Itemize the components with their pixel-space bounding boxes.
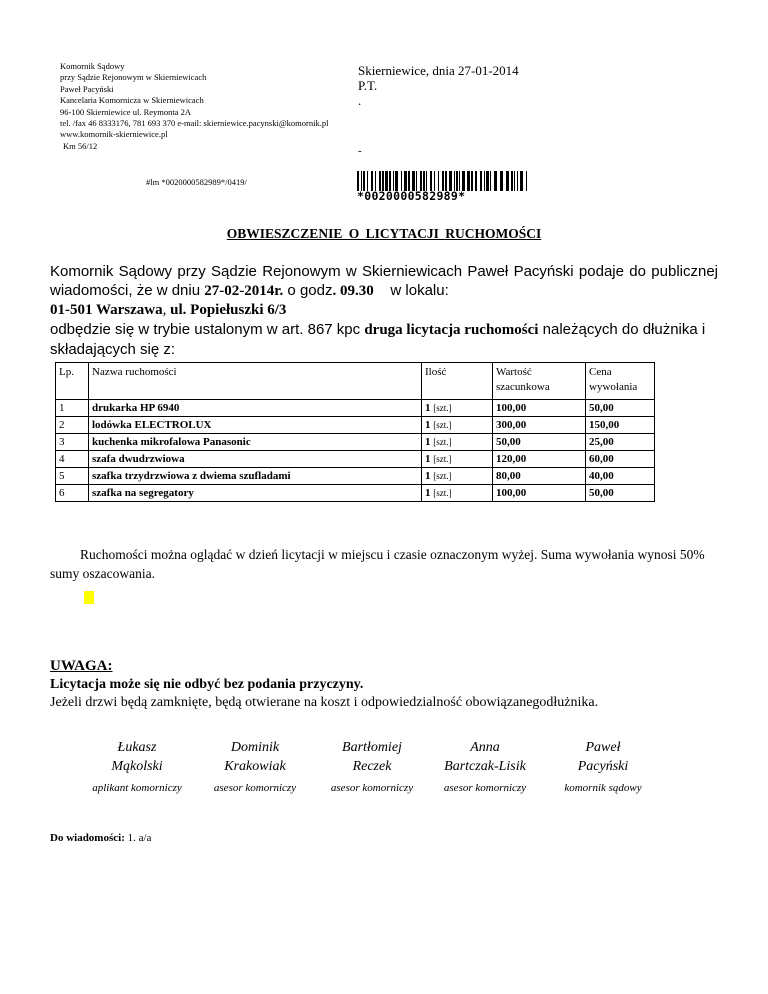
barcode-bar [490, 171, 491, 191]
barcode-bar [363, 171, 365, 191]
barcode-bar [426, 171, 427, 191]
barcode-bar [395, 171, 398, 191]
signature-last-name: Krakowiak [224, 759, 286, 774]
cell-lp: 5 [56, 468, 89, 485]
cell-value: 100,00 [493, 400, 586, 417]
barcode-bar [471, 171, 473, 191]
barcode-bar [484, 171, 485, 191]
addressee-dot: . [358, 93, 362, 108]
cell-value: 100,00 [493, 485, 586, 502]
qty-value: 1 [425, 470, 431, 482]
signature-role: asesor komorniczy [213, 782, 297, 794]
intro-text: odbędzie się w trybie ustalonym w art. 867 kpc [50, 321, 365, 338]
sender-line: Kancelaria Komornicza w Skierniewicach [60, 95, 204, 106]
cc-value: 1. a/a [124, 832, 152, 844]
col-value [493, 363, 586, 400]
signature-first-name: Bartłomiej [342, 740, 402, 755]
intro-paragraph [50, 262, 718, 359]
intro-text: w lokalu: [373, 282, 449, 299]
cell-qty [422, 400, 493, 417]
cell-price: 25,00 [586, 434, 655, 451]
signature-role: asesor komorniczy [443, 782, 527, 794]
address-street: ul. Popiełuszki 6/3 [170, 302, 287, 318]
signature-first-name: Dominik [230, 740, 280, 755]
barcode-bar [486, 171, 489, 191]
col-value-line: szacunkowa [496, 381, 550, 393]
cell-qty [422, 434, 493, 451]
qty-unit: [szt.] [433, 471, 452, 481]
case-number: Km 56/12 [63, 140, 98, 151]
table-row [56, 434, 655, 451]
intro-line: składających się z: [50, 341, 176, 358]
sender-line: Komornik Sądowy [60, 61, 125, 71]
col-qty: Ilość [422, 363, 493, 400]
qty-value: 1 [425, 419, 431, 431]
barcode-bar [408, 171, 410, 191]
col-value-line: Wartość [496, 366, 532, 378]
cell-qty [422, 417, 493, 434]
cc-label: Do wiadomości: [50, 832, 125, 844]
table-row [56, 417, 655, 434]
cell-name: szafka trzydrzwiowa z dwiema szufladami [89, 468, 422, 485]
items-table [55, 362, 655, 502]
reference-code: #lm *0020000582989*/0419/ [146, 177, 247, 187]
barcode-bar [456, 171, 458, 191]
sender-letterhead [60, 61, 328, 152]
table-row [56, 451, 655, 468]
col-name: Nazwa ruchomości [89, 363, 422, 400]
qty-value: 1 [425, 402, 431, 414]
signature-last-name: Pacyński [577, 759, 629, 774]
signature-role: aplikant komorniczy [92, 782, 182, 794]
barcode-bar [379, 171, 381, 191]
intro-text: należących do dłużnika i [538, 321, 706, 338]
qty-unit: [szt.] [433, 488, 452, 498]
signature-last-name: Reczek [352, 759, 392, 774]
qty-value: 1 [425, 453, 431, 465]
intro-line [50, 320, 718, 340]
date-block [358, 63, 519, 108]
barcode-bar [526, 171, 527, 191]
qty-value: 1 [425, 436, 431, 448]
qty-unit: [szt.] [433, 437, 452, 447]
barcode-bar [389, 171, 391, 191]
cell-qty [422, 468, 493, 485]
barcode-bar [404, 171, 407, 191]
qty-value: 1 [425, 487, 431, 499]
barcode-bar [517, 171, 518, 191]
signature-first-name: Anna [470, 740, 500, 755]
barcode-bar [494, 171, 497, 191]
auction-address [50, 301, 718, 320]
barcode-bar [511, 171, 513, 191]
barcode-number: *0020000582989* [357, 189, 466, 203]
barcode-bar [371, 171, 373, 191]
cell-lp: 2 [56, 417, 89, 434]
cell-lp: 6 [56, 485, 89, 502]
signature-last-name: Mąkolski [111, 759, 163, 774]
cell-qty [422, 485, 493, 502]
cell-value: 50,00 [493, 434, 586, 451]
col-price-line: wywołania [589, 381, 638, 393]
barcode-bar [514, 171, 515, 191]
cc-line [50, 832, 151, 844]
sender-line: przy Sądzie Rejonowym w Skierniewicach [60, 72, 207, 83]
cell-price: 60,00 [586, 451, 655, 468]
barcode-bar [500, 171, 503, 191]
auction-date: 27-02-2014r. [204, 283, 284, 299]
highlight-mark [84, 591, 94, 604]
cell-name: kuchenka mikrofalowa Panasonic [89, 434, 422, 451]
barcode-bar [357, 171, 359, 191]
barcode-bars [357, 171, 527, 191]
signature-role: asesor komorniczy [330, 782, 414, 794]
intro-text: o godz [283, 282, 333, 299]
barcode-bar [442, 171, 444, 191]
intro-line: Komornik Sądowy przy Sądzie Rejonowym w Skierniewicach Paweł Pacyński podaje do publicznej [50, 263, 718, 280]
table-row [56, 400, 655, 417]
warning-line: Licytacja może się nie odbyć bez podania przyczyny. [50, 677, 364, 692]
barcode-bar [401, 171, 402, 191]
document-title: OBWIESZCZENIE O LICYTACJI RUCHOMOŚCI [226, 226, 542, 241]
dash-mark: - [358, 145, 362, 157]
qty-unit: [szt.] [433, 420, 452, 430]
cell-price: 50,00 [586, 485, 655, 502]
table-row [56, 468, 655, 485]
col-price [586, 363, 655, 400]
barcode-bar [438, 171, 439, 191]
table-header-row [56, 363, 655, 400]
sender-website: www.komornik-skierniewice.pl [60, 129, 168, 140]
address-sep: , [162, 302, 171, 318]
barcode-bar [445, 171, 447, 191]
barcode-bar [520, 171, 523, 191]
signature-last-name: Bartczak-Lisik [444, 759, 526, 774]
qty-unit: [szt.] [433, 403, 452, 413]
cell-name: drukarka HP 6940 [89, 400, 422, 417]
barcode-bar [367, 171, 368, 191]
cell-qty [422, 451, 493, 468]
cell-price: 150,00 [586, 417, 655, 434]
signature-block [528, 738, 678, 794]
cell-name: szafka na segregatory [89, 485, 422, 502]
barcode-bar [462, 171, 465, 191]
barcode-bar [475, 171, 477, 191]
table-row [56, 485, 655, 502]
cell-name: lodówka ELECTROLUX [89, 417, 422, 434]
addressee: P.T. [358, 78, 378, 93]
barcode-bar [416, 171, 417, 191]
barcode-bar [480, 171, 482, 191]
barcode-bar [385, 171, 388, 191]
cell-name: szafa dwudrzwiowa [89, 451, 422, 468]
sender-line: Paweł Pacyński [60, 83, 114, 94]
viewing-note: Ruchomości można oglądać w dzień licytacji w miejscu i czasie oznaczonym wyżej. Suma wywołania wynosi 50% sumy oszacowania. [50, 547, 705, 581]
barcode-bar [459, 171, 460, 191]
sender-line: 96-100 Skierniewice ul. Reymonta 2A [60, 106, 192, 117]
barcode-bar [423, 171, 425, 191]
cell-lp: 3 [56, 434, 89, 451]
barcode-bar [449, 171, 452, 191]
auction-type: druga licytacja ruchomości [364, 322, 539, 338]
qty-unit: [szt.] [433, 454, 452, 464]
warning-line: Jeżeli drzwi będą zamknięte, będą otwierane na koszt i odpowiedzialność obowiązanegodłużnika. [50, 695, 599, 710]
intro-line [50, 281, 718, 301]
cell-lp: 1 [56, 400, 89, 417]
barcode-bar [361, 171, 362, 191]
signature-first-name: Paweł [585, 740, 621, 755]
address-city: 01-501 Warszawa [50, 302, 163, 318]
cell-price: 50,00 [586, 400, 655, 417]
place-date: Skierniewice, dnia 27-01-2014 [358, 63, 519, 78]
col-lp: Lp. [56, 363, 89, 400]
barcode-bar [467, 171, 470, 191]
sender-contact-line: tel. /fax 46 8333176, 781 693 370 e-mail: skierniewice.pacynski@komornik.pl [60, 118, 329, 129]
barcode-bar [375, 171, 376, 191]
barcode-bar [506, 171, 509, 191]
barcode-bar [412, 171, 415, 191]
cell-lp: 4 [56, 451, 89, 468]
cell-value: 80,00 [493, 468, 586, 485]
col-price-line: Cena [589, 366, 612, 378]
barcode [357, 171, 527, 202]
cell-price: 40,00 [586, 468, 655, 485]
signature-first-name: Łukasz [117, 740, 157, 755]
warning-heading: UWAGA: [50, 658, 113, 674]
barcode-bar [434, 171, 435, 191]
barcode-bar [420, 171, 422, 191]
barcode-bar [430, 171, 432, 191]
barcode-bar [454, 171, 455, 191]
cell-value: 120,00 [493, 451, 586, 468]
barcode-bar [393, 171, 394, 191]
auction-time: . 09.30 [332, 283, 374, 299]
intro-text: wiadomości, że w dniu [50, 282, 205, 299]
cell-value: 300,00 [493, 417, 586, 434]
barcode-bar [382, 171, 384, 191]
signature-role: komornik sądowy [564, 782, 642, 794]
